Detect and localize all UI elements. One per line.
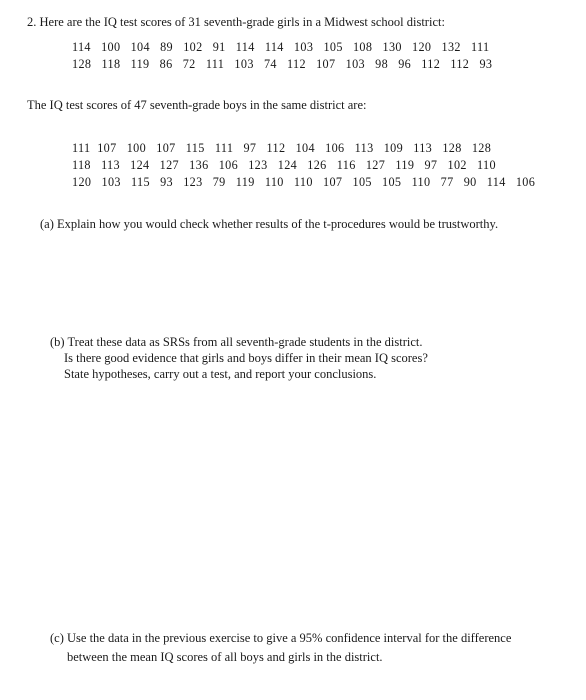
part-b-line-3: State hypotheses, carry out a test, and report your conclusions. [64,367,377,381]
girls-scores-row-2: 128 118 119 86 72 111 103 74 112 107 103 98 96 112 112 93 [72,57,493,71]
part-c-line-1: (c) Use the data in the previous exercise to give a 95% confidence interval for the difference [50,631,512,645]
boys-scores-row-1: 111 107 100 107 115 111 97 112 104 106 113 109 113 128 128 [72,141,492,155]
part-b-line-1: (b) Treat these data as SRSs from all seventh-grade students in the district. [50,335,423,349]
part-b-line-2: Is there good evidence that girls and boys differ in their mean IQ scores? [64,351,428,365]
question-intro-boys: The IQ test scores of 47 seventh-grade boys in the same district are: [27,98,367,112]
boys-scores-row-2: 118 113 124 127 136 106 123 124 126 116 127 119 97 102 110 [72,158,496,172]
part-c-line-2: between the mean IQ scores of all boys and girls in the district. [67,650,383,664]
girls-scores-row-1: 114 100 104 89 102 91 114 114 103 105 108 130 120 132 111 [72,40,490,54]
part-a-text: (a) Explain how you would check whether results of the t-procedures would be trustworthy. [40,217,499,231]
boys-scores-row-3: 120 103 115 93 123 79 119 110 110 107 105 105 110 77 90 114 106 [72,175,536,189]
question-intro-girls: 2. Here are the IQ test scores of 31 seventh-grade girls in a Midwest school district: [27,15,445,29]
